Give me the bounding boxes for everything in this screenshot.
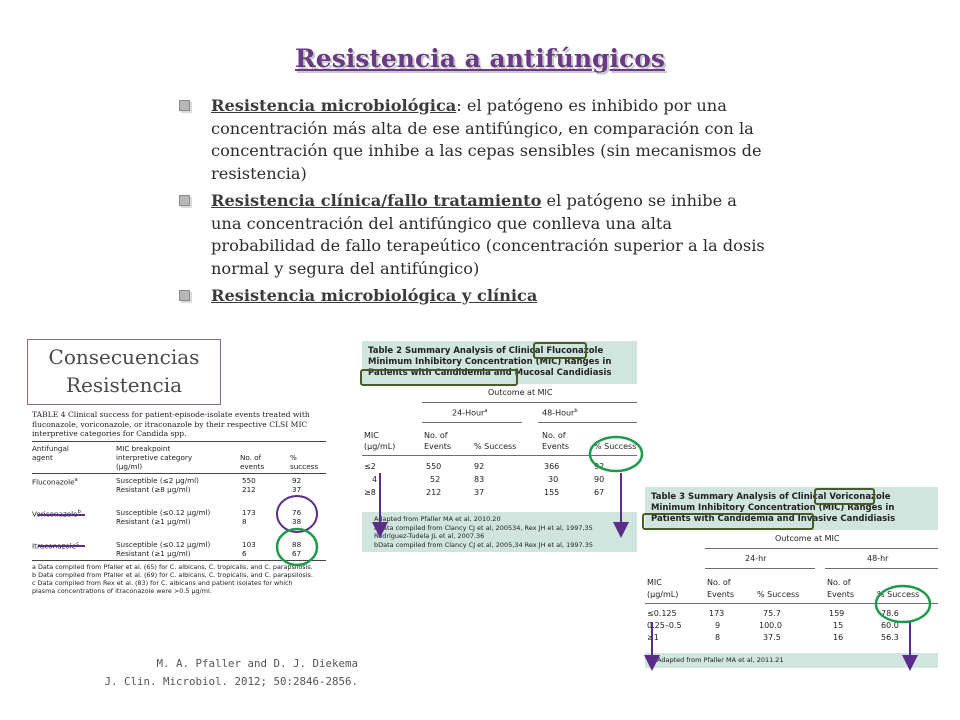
table-3-period-48: 48-hr <box>867 554 889 563</box>
table-4-footnote: b Data compiled from Pfaller et al. (69) for C. albicans, C. tropicalis, and C. parapsilosis. <box>32 570 313 579</box>
cell-category: Resistant (≥8 µg/ml) <box>116 484 191 494</box>
cell-success: 100.0 <box>759 621 782 630</box>
header-agent: agent <box>32 452 53 462</box>
citation-journal: J. Clin. Microbiol. 2012; 50:2846-2856. <box>104 675 358 688</box>
bullet-text: el patógeno se inhibe a una concentración del antifúngico que conlleva una alta probabilidad de fallo terapeútico (concentración superior a la dosis normal y segura del antifúngico) <box>211 191 765 278</box>
cell-success: 37 <box>292 484 302 494</box>
bullet-square-icon <box>179 100 190 111</box>
cell-events: 159 <box>829 609 845 618</box>
header-events: events <box>240 461 265 471</box>
table-rule <box>32 441 326 442</box>
cell-events: 30 <box>548 475 559 484</box>
table-rule <box>538 422 637 423</box>
table-2-body <box>362 384 637 512</box>
header-category: MIC breakpoint <box>116 443 171 453</box>
cell-category: Resistant (≥1 µg/ml) <box>116 548 191 558</box>
table-2-period-24: 24-Hour$^a$ <box>452 408 488 418</box>
bullet-microbiological <box>172 95 772 185</box>
consequences-line-2: Resistencia <box>65 373 183 397</box>
cell-mic: 0.25–0.5 <box>647 621 682 630</box>
cell-events: 8 <box>242 516 247 526</box>
cell-success: 92 <box>474 462 485 471</box>
table-row <box>32 540 326 549</box>
table-4-header-row <box>32 462 326 471</box>
table-spacer <box>32 526 326 540</box>
table-4-caption: TABLE 4 Clinical success for patient-episode-isolate events treated with fluconazole, voriconazole, or itraconazole by their respective CLSI MIC interpretive categories for Candida spp. <box>32 410 310 438</box>
header-events: Events <box>707 590 735 599</box>
table-rule <box>705 568 815 569</box>
cell-category: Resistant (≥1 µg/ml) <box>116 516 191 526</box>
cell-success: 60.0 <box>881 621 899 630</box>
cell-success: 88 <box>292 539 302 549</box>
header-mic: MIC <box>647 578 662 587</box>
table-rule <box>422 422 522 423</box>
definition-list <box>172 95 772 313</box>
table-rule <box>422 402 637 403</box>
cell-events: 366 <box>544 462 560 471</box>
header-mic-unit: (µg/mL) <box>364 442 396 451</box>
header-success: % Success <box>594 442 637 451</box>
bullet-square-icon <box>179 195 190 206</box>
table-3-footnote: Adapted from Pfaller MA et al, 2011.21 <box>645 653 938 668</box>
cell-success: 90 <box>594 475 605 484</box>
cell-success: 76 <box>292 507 302 517</box>
header-success: success <box>290 461 319 471</box>
header-events: Events <box>424 442 452 451</box>
header-category: interpretive category <box>116 452 193 462</box>
header-success: % Success <box>474 442 517 451</box>
bullet-clinical <box>172 190 772 280</box>
table-row <box>32 549 326 558</box>
cell-events: 6 <box>242 548 247 558</box>
cell-events: 212 <box>426 488 442 497</box>
bullet-both <box>172 285 772 308</box>
table-2-title: Table 2 Summary Analysis of Clinical Fluconazole Minimum Inhibitory Concentration (MIC) Ranges in Patients with Candidemia and Mucosal Candidiasis <box>362 341 637 384</box>
cell-events: 173 <box>709 609 725 618</box>
cell-agent: Fluconazole$^a$ <box>32 476 78 486</box>
table-rule <box>645 603 938 604</box>
cell-category: Susceptible (≤2 µg/ml) <box>116 475 199 485</box>
table-row <box>32 508 326 517</box>
table-3-outcome-header: Outcome at MIC <box>775 534 840 543</box>
bullet-text: : el patógeno es inhibido por una concentración más alta de ese antifúngico, en comparación con la concentración que inhibe a las cepas sensibles (sin mecanismos de resistencia) <box>211 96 762 183</box>
cell-agent: Itraconazole$^c$ <box>32 540 79 550</box>
cell-success: 92 <box>594 462 605 471</box>
cell-events: 52 <box>430 475 441 484</box>
table-row <box>32 485 326 494</box>
table-spacer <box>32 494 326 508</box>
citation <box>90 655 358 691</box>
cell-success: 92 <box>292 475 302 485</box>
bullet-term: Resistencia microbiológica y clínica <box>211 286 538 305</box>
table-2-footnote: Rodríguez-Tudela JL et al, 2007.36 <box>374 532 485 540</box>
cell-events: 103 <box>242 539 256 549</box>
cell-mic: ≤0.125 <box>647 609 677 618</box>
cell-events: 550 <box>242 475 256 485</box>
table-2-footnote: Adapted from Pfaller MA et al, 2010.20 <box>374 515 501 523</box>
header-success: % <box>290 452 297 462</box>
table-rule <box>705 548 938 549</box>
cell-events: 9 <box>715 621 721 630</box>
consequences-line-1: Consecuencias <box>48 345 200 369</box>
header-mic-unit: (µg/mL) <box>647 590 679 599</box>
table-2-footnotes <box>362 512 637 552</box>
header-events: No. of <box>707 578 731 587</box>
cell-success: 67 <box>292 548 302 558</box>
cell-events: 550 <box>426 462 442 471</box>
table-4-header-row <box>32 444 326 453</box>
header-mic: MIC <box>364 431 379 440</box>
header-events: No. of <box>542 431 566 440</box>
header-agent: Antifungal <box>32 443 69 453</box>
cell-success: 75.7 <box>763 609 781 618</box>
cell-mic: 4 <box>372 475 378 484</box>
table-2 <box>362 341 637 566</box>
cell-category: Susceptible (≤0.12 µg/ml) <box>116 507 211 517</box>
table-rule <box>32 473 326 474</box>
cell-success: 37.5 <box>763 633 781 642</box>
table-4-header-row <box>32 453 326 462</box>
slide-title: Resistencia a antifúngicos <box>295 44 665 73</box>
table-4-footnote: a Data compiled from Pfaller et al. (65) for C. albicans, C. tropicalis, and C. parapsilosis. <box>32 562 313 571</box>
table-4 <box>32 410 326 595</box>
cell-success: 78.6 <box>881 609 899 618</box>
cell-success: 83 <box>474 475 485 484</box>
cell-mic: ≥1 <box>647 633 659 642</box>
table-row <box>32 476 326 485</box>
consequences-box <box>27 339 221 405</box>
table-3 <box>645 487 938 678</box>
table-3-body <box>645 530 938 653</box>
cell-success: 37 <box>474 488 485 497</box>
cell-events: 8 <box>715 633 721 642</box>
cell-agent: Voriconazole$^b$ <box>32 508 81 518</box>
table-2-footnote: aData compiled from Clancy CJ et al, 200534, Rex JH et al, 1997,35 <box>374 523 593 532</box>
table-2-period-48: 48-Hour$^b$ <box>542 408 578 418</box>
cell-success: 67 <box>594 488 605 497</box>
cell-events: 155 <box>544 488 560 497</box>
table-2-footnote: bData compiled from Clancy CJ et al, 2005,34 Rex JH et al, 1997.35 <box>374 540 593 549</box>
cell-category: Susceptible (≤0.12 µg/ml) <box>116 539 211 549</box>
header-events: Events <box>542 442 570 451</box>
header-category: (µg/ml) <box>116 461 143 471</box>
citation-authors: M. A. Pfaller and D. J. Diekema <box>156 657 358 670</box>
table-rule <box>825 568 938 569</box>
header-events: No. of <box>240 452 262 462</box>
bullet-term: Resistencia microbiológica <box>211 96 457 115</box>
cell-events: 173 <box>242 507 256 517</box>
table-rule <box>362 455 637 456</box>
cell-success: 56.3 <box>881 633 899 642</box>
cell-mic: ≥8 <box>364 488 376 497</box>
header-events: No. of <box>424 431 448 440</box>
table-row <box>32 517 326 526</box>
cell-success: 38 <box>292 516 302 526</box>
bullet-term: Resistencia clínica/fallo tratamiento <box>211 191 542 210</box>
table-4-footnote: c Data compiled from Rex et al. (83) for C. albicans and patient isolates for which <box>32 578 293 587</box>
cell-events: 15 <box>833 621 844 630</box>
bullet-square-icon <box>179 290 190 301</box>
header-success: % Success <box>757 590 800 599</box>
cell-events: 212 <box>242 484 256 494</box>
header-success: % Success <box>877 590 920 599</box>
table-3-title: Table 3 Summary Analysis of Clinical Voriconazole Minimum Inhibitory Concentration (MIC) Ranges in Patients with Candidemia and Invasive Candidiasis <box>645 487 938 530</box>
cell-events: 16 <box>833 633 844 642</box>
table-rule <box>32 560 326 561</box>
table-4-footnote: plasma concentrations of itraconazole were >0.5 µg/ml. <box>32 586 212 595</box>
table-2-outcome-header: Outcome at MIC <box>488 388 553 397</box>
header-events: Events <box>827 590 855 599</box>
table-3-period-24: 24-hr <box>745 554 767 563</box>
cell-mic: ≤2 <box>364 462 376 471</box>
header-events: No. of <box>827 578 851 587</box>
